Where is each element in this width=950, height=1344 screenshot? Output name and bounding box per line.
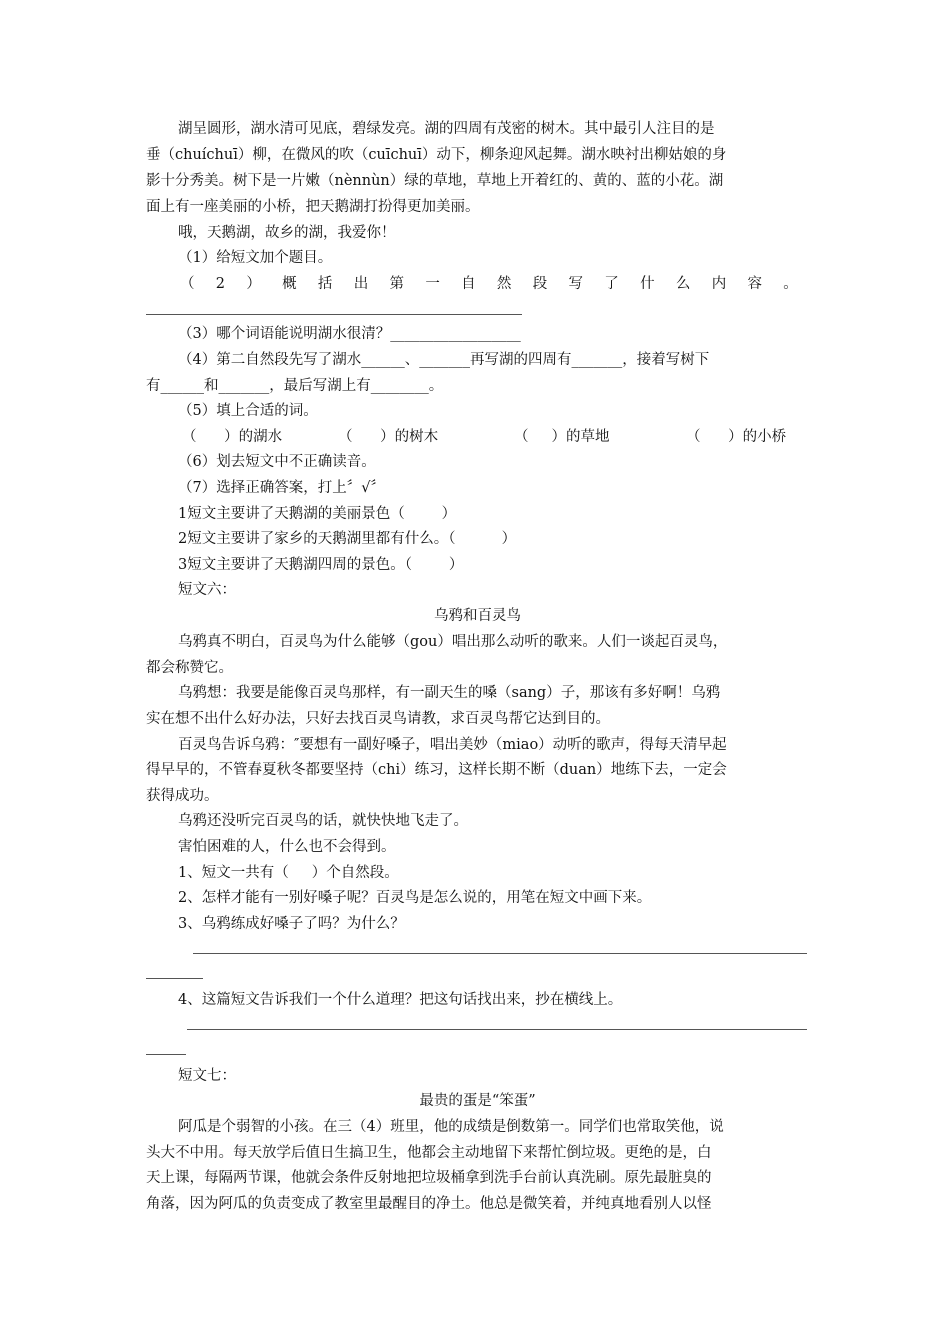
q5-blank-4: （ ）的小桥: [686, 429, 787, 445]
answer-line-q4[interactable]: [187, 1029, 807, 1030]
question-4-line-1: （4）第二自然段先写了湖水______、_______再写湖的四周有_______，接着写树下: [178, 352, 710, 368]
q2-char: 容: [747, 276, 762, 292]
passage6-label: 短文六：: [178, 582, 236, 598]
q2-char: 自: [461, 276, 476, 292]
q7-option-2: 2短文主要讲了家乡的天鹅湖里都有什么。（ ）: [178, 531, 517, 547]
q2-char: 2: [215, 276, 226, 292]
q2-char: 然: [496, 276, 512, 292]
question-1: （1）给短文加个题目。: [178, 250, 333, 266]
passage6-title: 乌鸦和百灵鸟: [434, 608, 521, 624]
q2-char: 第: [389, 276, 405, 292]
question-2: [180, 274, 798, 294]
question-7: （7）选择正确答案，打上〞√〞: [178, 480, 385, 496]
answer-line-q3[interactable]: [193, 953, 807, 954]
passage6-line-7: 获得成功。: [146, 788, 219, 804]
passage7-line-2: 头大不中用。每天放学后值日生搞卫生，他都会主动地留下来帮忙倒垃圾。更绝的是，白: [146, 1145, 712, 1161]
question-4-line-2: 有______和_______，最后写湖上有________。: [146, 378, 444, 394]
q2-char: 么: [675, 276, 691, 292]
q2-char: 括: [317, 276, 333, 292]
passage7-line-1: 阿瓜是个弱智的小孩。在三（4）班里，他的成绩是倒数第一。同学们也常取笑他，说: [178, 1119, 724, 1135]
q7-option-1: 1短文主要讲了天鹅湖的美丽景色（ ）: [178, 506, 457, 522]
passage6-line-3: 乌鸦想：我要是能像百灵鸟那样，有一副天生的嗓（sang）子，那该有多好啊！乌鸦: [178, 685, 721, 701]
passage6-question-4: 4、这篇短文告诉我们一个什么道理？把这句话找出来，抄在横线上。: [178, 992, 623, 1008]
passage6-line-6: 得早早的，不管春夏秋冬都要坚持（chi）练习，这样长期不断（duan）地练下去，一定会: [146, 762, 727, 778]
q2-char: 段: [532, 276, 548, 292]
q2-char: 内: [711, 276, 727, 292]
passage5-line-3: 影十分秀美。树下是一片嫩（nènnùn）绿的草地，草地上开着红的、黄的、蓝的小花。湖: [146, 173, 724, 189]
q5-blank-1: （ ）的湖水: [182, 429, 283, 445]
answer-line-q3-cont[interactable]: [146, 978, 203, 979]
passage5-closing: 哦，天鹅湖，故乡的湖，我爱你！: [178, 225, 396, 241]
q2-char: 写: [568, 276, 583, 292]
q2-char: 什: [640, 276, 655, 292]
question-3: （3）哪个词语能说明湖水很清？__________________: [178, 326, 521, 342]
passage5-line-4: 面上有一座美丽的小桥，把天鹅湖打扮得更加美丽。: [146, 199, 480, 215]
passage5-line-2: 垂（chuíchuī）柳，在微风的吹（cuīchuī）动下，柳条迎风起舞。湖水映衬出柳姑娘的身: [146, 147, 727, 163]
q2-char: 一: [425, 276, 440, 292]
q5-blank-2: （ ）的树木: [338, 429, 439, 445]
question-5: （5）填上合适的词。: [178, 403, 318, 419]
passage6-question-3: 3、乌鸦练成好嗓子了吗？为什么？: [178, 916, 405, 932]
passage7-line-3: 天上课，每隔两节课，他就会条件反射地把垃圾桶拿到洗手台前认真洗刷。原先最脏臭的: [146, 1170, 712, 1186]
answer-line-q2[interactable]: [146, 314, 522, 315]
q7-option-3: 3短文主要讲了天鹅湖四周的景色。（ ）: [178, 557, 464, 573]
passage7-label: 短文七：: [178, 1068, 236, 1084]
passage6-line-4: 实在想不出什么好办法，只好去找百灵鸟请教，求百灵鸟帮它达到目的。: [146, 711, 610, 727]
passage6-question-1: 1、短文一共有（ ）个自然段。: [178, 865, 399, 881]
q2-char: 。: [783, 276, 798, 292]
q2-char: （: [180, 276, 195, 292]
q2-char: 概: [282, 276, 297, 292]
passage6-line-9: 害怕困难的人，什么也不会得到。: [178, 839, 396, 855]
q2-char: 了: [604, 276, 619, 292]
passage7-line-4: 角落，因为阿瓜的负责变成了教室里最醒目的净土。他总是微笑着，并纯真地看别人以怪: [146, 1196, 712, 1212]
passage6-line-2: 都会称赞它。: [146, 660, 233, 676]
answer-line-q4-cont[interactable]: [146, 1054, 186, 1055]
passage6-line-1: 乌鸦真不明白，百灵鸟为什么能够（gou）唱出那么动听的歌来。人们一谈起百灵鸟，: [178, 634, 728, 650]
q2-char: 出: [353, 276, 369, 292]
passage5-line-1: 湖呈圆形，湖水清可见底，碧绿发亮。湖的四周有茂密的树木。其中最引人注目的是: [178, 121, 715, 137]
question-6: （6）划去短文中不正确读音。: [178, 454, 376, 470]
q2-char: ）: [246, 276, 261, 292]
q5-blank-3: （ ）的草地: [514, 429, 610, 445]
passage6-question-2: 2、怎样才能有一别好嗓子呢？百灵鸟是怎么说的，用笔在短文中画下来。: [178, 890, 652, 906]
passage6-line-8: 乌鸦还没听完百灵鸟的话，就快快地飞走了。: [178, 813, 468, 829]
passage6-line-5: 百灵鸟告诉乌鸦：″要想有一副好嗓子，唱出美妙（miao）动听的歌声，得每天清早起: [178, 737, 727, 753]
passage7-title: 最贵的蛋是“笨蛋”: [419, 1093, 536, 1109]
